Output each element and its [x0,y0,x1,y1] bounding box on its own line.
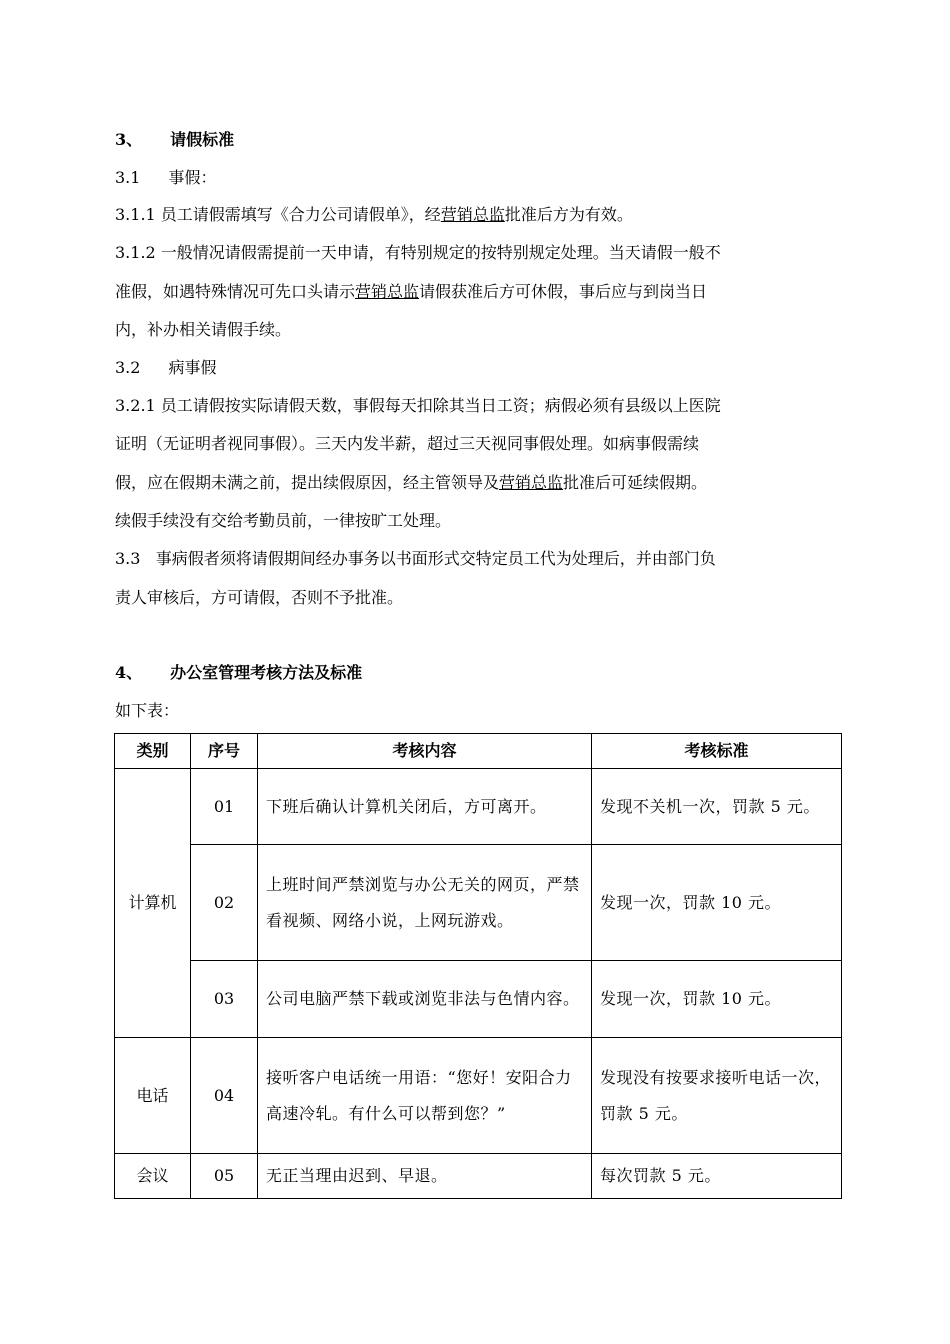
assessment-table [114,733,842,1199]
paragraph-text: 准假，如遇特殊情况可先口头请示 [115,282,356,301]
content-cell: 无正当理由迟到、早退。 [258,1154,592,1199]
number-cell: 03 [191,961,258,1038]
table-row [115,845,842,961]
section-3-title: 请假标准 [170,130,235,149]
paragraph-3-1-2-line-1: 3.1.2 一般情况请假需提前一天申请，有特别规定的按特别规定处理。当天请假一般不 [115,243,721,262]
standard-cell: 发现一次，罚款 10 元。 [592,845,842,961]
section-3-number: 3、 [115,130,143,149]
section-4-title: 办公室管理考核方法及标准 [170,663,363,682]
subsection-3-2-number: 3.2 [115,358,141,377]
standard-cell: 发现一次，罚款 10 元。 [592,961,842,1038]
category-cell: 计算机 [115,769,191,1038]
table-row [115,961,842,1038]
paragraph-text: 假，应在假期未满之前，提出续假原因，经主管领导及 [115,473,500,492]
paragraph-3-3-line-2: 责人审核后，方可请假，否则不予批准。 [115,588,404,607]
paragraph-text: 请假获准后方可休假，事后应与到岗当日 [419,282,708,301]
category-cell: 会议 [115,1154,191,1199]
table-intro: 如下表： [115,701,180,720]
subsection-3-1 [115,166,216,190]
underlined-term: 营销总监 [499,473,564,492]
subsection-3-1-title: 事假： [168,168,217,187]
number-cell: 01 [191,769,258,845]
header-number: 序号 [191,734,258,769]
paragraph-text: 批准后可延续假期。 [563,473,708,492]
table-header-row [115,734,842,769]
category-cell: 电话 [115,1038,191,1154]
content-cell: 下班后确认计算机关闭后，方可离开。 [258,769,592,845]
header-category: 类别 [115,734,191,769]
number-cell: 04 [191,1038,258,1154]
section-4-heading [115,661,362,685]
standard-cell: 发现没有按要求接听电话一次，罚款 5 元。 [592,1038,842,1154]
table-row [115,1154,842,1199]
paragraph-3-2-1-line-2: 证明（无证明者视同事假）。三天内发半薪，超过三天视同事假处理。如病事假需续 [115,434,700,453]
paragraph-3-2-1-line-1: 3.2.1 员工请假按实际请假天数，事假每天扣除其当日工资；病假必须有县级以上医院 [115,396,721,415]
paragraph-text: 3.1.1 员工请假需填写《合力公司请假单》，经 [115,205,441,224]
content-cell: 公司电脑严禁下载或浏览非法与色情内容。 [258,961,592,1038]
paragraph-3-1-2-line-2 [115,280,707,304]
content-cell: 接听客户电话统一用语：“您好！安阳合力高速冷轧。有什么可以帮到您？” [258,1038,592,1154]
paragraph-text: 批准后方为有效。 [504,205,633,224]
subsection-3-2 [115,356,216,380]
paragraph-3-1-1 [115,203,633,227]
number-cell: 02 [191,845,258,961]
paragraph-3-2-1-line-4: 续假手续没有交给考勤员前，一律按旷工处理。 [115,511,452,530]
underlined-term: 营销总监 [440,205,505,224]
header-standard: 考核标准 [592,734,842,769]
paragraph-3-3-line-1: 3.3 事病假者须将请假期间经办事务以书面形式交特定员工代为处理后，并由部门负 [115,549,716,568]
subsection-3-2-title: 病事假 [168,358,217,377]
number-cell: 05 [191,1154,258,1199]
table-row [115,769,842,845]
content-cell: 上班时间严禁浏览与办公无关的网页，严禁看视频、网络小说，上网玩游戏。 [258,845,592,961]
section-3-heading [115,128,234,152]
underlined-term: 营销总监 [355,282,420,301]
subsection-3-1-number: 3.1 [115,168,141,187]
paragraph-3-2-1-line-3 [115,471,707,495]
section-4-number: 4、 [115,663,143,682]
standard-cell: 每次罚款 5 元。 [592,1154,842,1199]
standard-cell: 发现不关机一次，罚款 5 元。 [592,769,842,845]
paragraph-3-1-2-line-3: 内，补办相关请假手续。 [115,320,292,339]
header-content: 考核内容 [258,734,592,769]
table-row [115,1038,842,1154]
